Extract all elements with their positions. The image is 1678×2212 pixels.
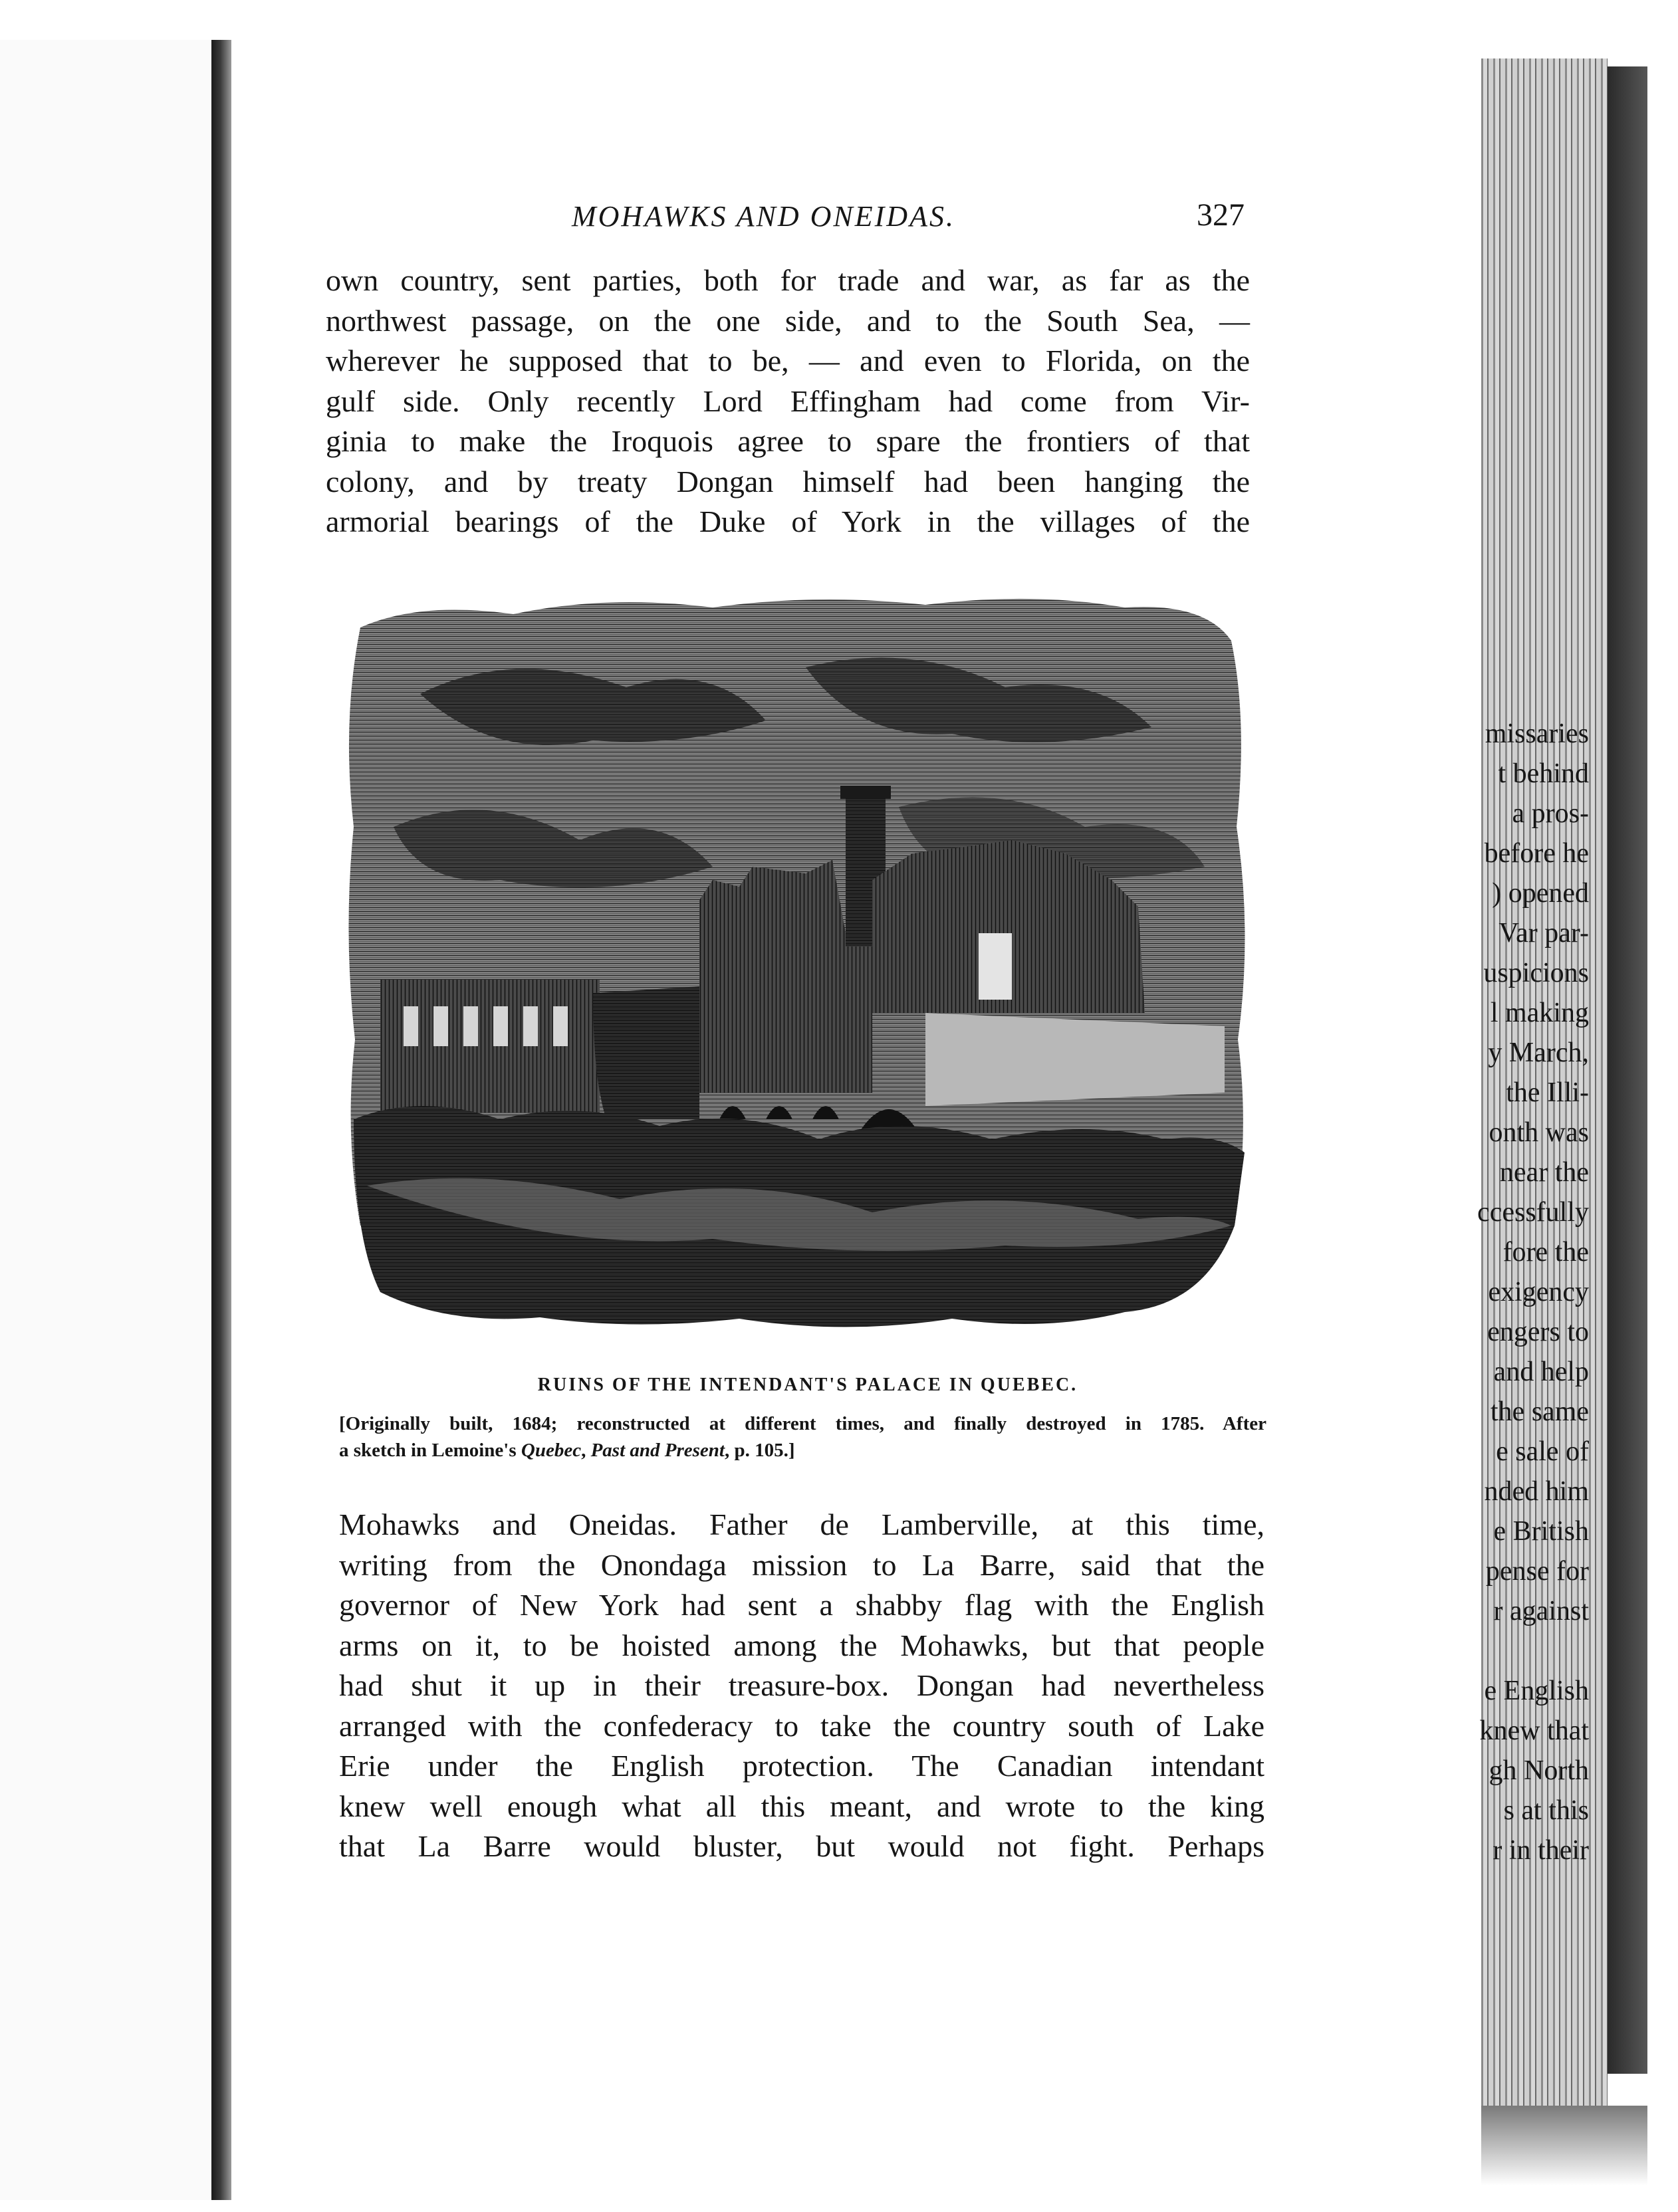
- left-line: before he: [1484, 838, 1589, 869]
- left-line: near the: [1499, 1157, 1589, 1188]
- left-line: and help: [1493, 1357, 1589, 1387]
- note-text: a sketch in Lemoine's: [339, 1440, 521, 1461]
- left-line: r in their: [1493, 1835, 1589, 1866]
- book-title: Quebec: [521, 1440, 582, 1461]
- left-line: fore the: [1502, 1237, 1589, 1268]
- left-line: Var par-: [1498, 918, 1589, 948]
- left-line: engers to: [1487, 1317, 1589, 1347]
- left-line: s at this: [1503, 1795, 1589, 1826]
- top-paragraph: [326, 261, 1250, 542]
- text-line: had shut it up in their treasure-box. Dongan had nevertheless: [339, 1668, 1264, 1702]
- book-gutter: [211, 40, 231, 2200]
- left-line: the same: [1490, 1396, 1589, 1427]
- text-line: colony, and by treaty Dongan himself had been hanging the: [326, 464, 1250, 498]
- bottom-paragraph: [339, 1505, 1264, 1867]
- left-line: knew that: [1479, 1715, 1589, 1746]
- note-text: , p. 105.]: [725, 1440, 795, 1461]
- left-line: uspicions: [1483, 958, 1589, 988]
- text-line: gulf side. Only recently Lord Effingham had come from Vir-: [326, 384, 1250, 418]
- left-line: e sale of: [1496, 1436, 1589, 1467]
- left-line: t behind: [1498, 758, 1589, 789]
- left-line: the Illi-: [1506, 1077, 1589, 1108]
- book-shadow: [1481, 2106, 1647, 2185]
- text-line: Erie under the English protection. The Canadian intendant: [339, 1749, 1264, 1783]
- note-line: [Originally built, 1684; reconstructed at different times, and finally destroyed in 1785. After: [339, 1413, 1266, 1434]
- text-line: governor of New York had sent a shabby flag with the English: [339, 1588, 1264, 1622]
- left-line: pense for: [1485, 1556, 1589, 1587]
- text-line: armorial bearings of the Duke of York in the villages of the: [326, 504, 1250, 538]
- book-cover-edge: [1608, 66, 1647, 2074]
- text-line: own country, sent parties, both for trade and war, as far as the: [326, 263, 1250, 297]
- text-line: ginia to make the Iroquois agree to spare the frontiers of that: [326, 424, 1250, 458]
- left-line: nded him: [1484, 1476, 1589, 1507]
- illustration-caption: RUINS OF THE INTENDANT'S PALACE IN QUEBEC.: [537, 1375, 1078, 1395]
- left-line: ) opened: [1492, 878, 1589, 909]
- text-line: wherever he supposed that to be, — and even to Florida, on the: [326, 344, 1250, 378]
- left-line: a pros-: [1512, 798, 1589, 829]
- illustration-note: [339, 1410, 1266, 1464]
- left-line: l making: [1490, 998, 1589, 1028]
- text-line: that La Barre would bluster, but would not fight. Perhaps: [339, 1829, 1264, 1863]
- left-line: ccessfully: [1477, 1197, 1589, 1228]
- left-line: missaries: [1485, 719, 1589, 749]
- left-line: r against: [1493, 1596, 1589, 1626]
- note-line: [339, 1437, 1266, 1464]
- text-line: arranged with the confederacy to take the country south of Lake: [339, 1708, 1264, 1743]
- left-line: exigency: [1488, 1277, 1589, 1307]
- left-line: gh North: [1489, 1755, 1589, 1786]
- left-line: e British: [1493, 1516, 1589, 1547]
- engraving-illustration: [340, 588, 1251, 1339]
- left-line: y March,: [1488, 1038, 1589, 1068]
- note-text: ,: [581, 1440, 591, 1461]
- text-line: writing from the Onondaga mission to La Barre, said that the: [339, 1547, 1264, 1582]
- text-line: arms on it, to be hoisted among the Mohawks, but that people: [339, 1628, 1264, 1662]
- page-number: 327: [1197, 197, 1245, 233]
- text-line: northwest passage, on the one side, and to the South Sea, —: [326, 303, 1250, 338]
- text-line: Mohawks and Oneidas. Father de Lamberville, at this time,: [339, 1507, 1264, 1541]
- left-line: onth was: [1489, 1117, 1589, 1148]
- text-line: knew well enough what all this meant, and wrote to the king: [339, 1789, 1264, 1823]
- running-head: MOHAWKS AND ONEIDAS.: [572, 200, 955, 233]
- left-line: e English: [1484, 1676, 1589, 1706]
- left-page: [0, 40, 211, 2200]
- book-title: Past and Present: [590, 1440, 725, 1461]
